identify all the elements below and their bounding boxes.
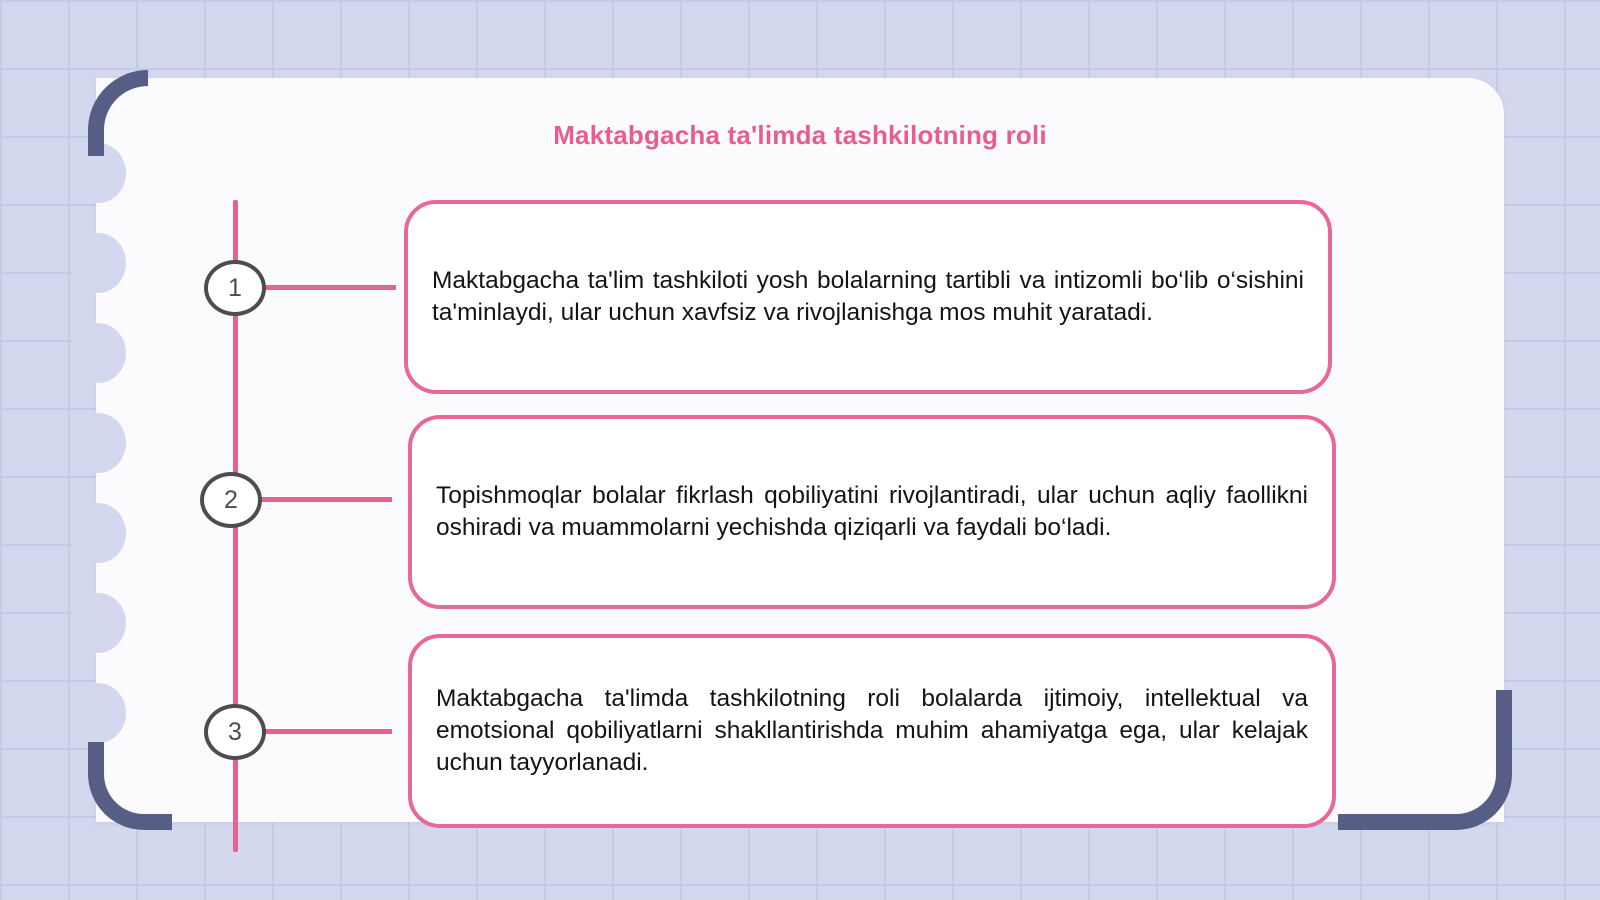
timeline-card xyxy=(404,200,1332,394)
timeline-connector xyxy=(262,285,396,290)
paper-edge-notch xyxy=(70,683,126,743)
paper-edge-notch xyxy=(70,503,126,563)
timeline-card xyxy=(408,634,1336,828)
step-number-badge: 1 xyxy=(204,260,266,316)
paper-edge-notch xyxy=(70,593,126,653)
step-number-badge: 3 xyxy=(204,704,266,760)
timeline-card xyxy=(408,415,1336,609)
frame-corner-bottom-right xyxy=(1338,690,1512,830)
slide-title: Maktabgacha ta'limda tashkilotning roli xyxy=(553,120,1047,150)
paper-edge-notch xyxy=(70,323,126,383)
timeline-card-text: Maktabgacha ta'limda tashkilotning roli bolalarda ijtimoiy, intellektual va emotsional qobiliyatlarni shakllantirishda muhim ahamiyatga ega, ular kelajak uchun tayyorlanadi. xyxy=(436,685,1308,776)
paper-edge-notch xyxy=(70,233,126,293)
timeline-connector xyxy=(262,729,392,734)
timeline-card-text: Topishmoqlar bolalar fikrlash qobiliyatini rivojlantiradi, ular uchun aqliy faollikni oshiradi va muammolarni yechishda qiziqarli va faydali bo‘ladi. xyxy=(436,482,1308,541)
timeline-connector xyxy=(260,497,392,502)
timeline-card-text: Maktabgacha ta'lim tashkiloti yosh bolalarning tartibli va intizomli bo‘lib o‘sishini ta'minlaydi, ular uchun xavfsiz va rivojlanishga mos muhit yaratadi. xyxy=(432,267,1304,326)
step-number-badge: 2 xyxy=(200,472,262,528)
paper-edge-notch xyxy=(70,413,126,473)
